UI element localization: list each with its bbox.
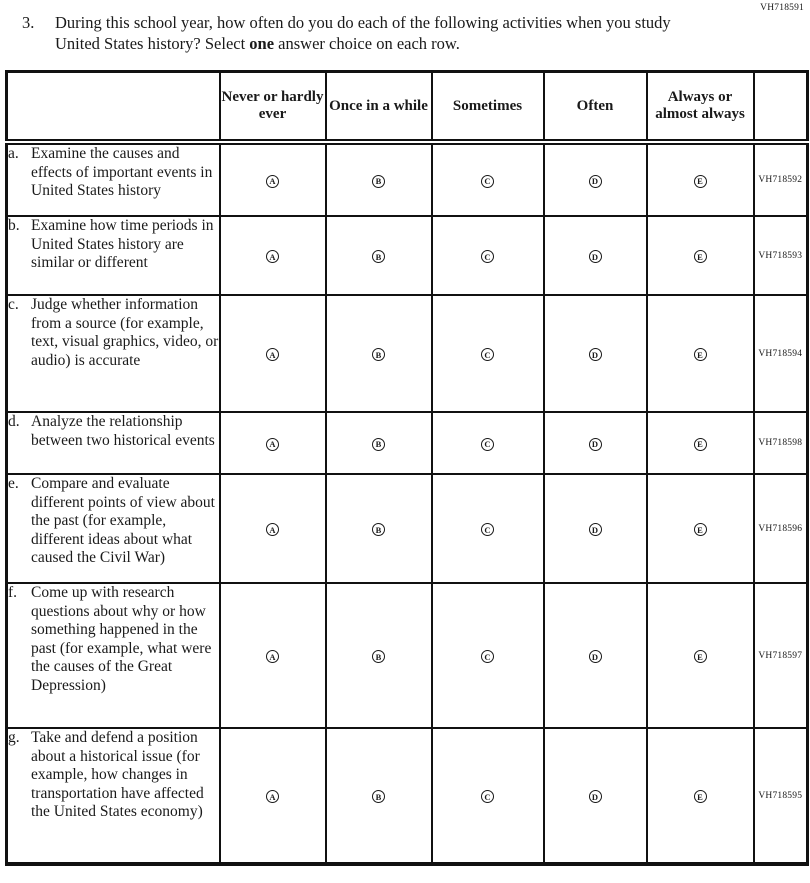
answer-bubble-c[interactable]: C <box>481 650 494 663</box>
option-cell <box>544 474 647 583</box>
answer-bubble-d[interactable]: D <box>589 438 602 451</box>
answer-bubble-b[interactable]: B <box>372 650 385 663</box>
option-cell <box>220 474 326 583</box>
answer-bubble-a[interactable]: A <box>266 523 279 536</box>
option-cell <box>326 216 432 295</box>
answer-bubble-b[interactable]: B <box>372 790 385 803</box>
option-cell <box>220 295 326 412</box>
option-cell <box>432 583 544 728</box>
row-label-cell <box>7 474 220 583</box>
header-row <box>7 72 808 143</box>
table-row <box>7 142 808 216</box>
item-code: VH718592 <box>754 142 808 216</box>
answer-bubble-c[interactable]: C <box>481 523 494 536</box>
column-header-4: Always or almost always <box>647 72 754 143</box>
row-label-cell <box>7 583 220 728</box>
option-cell <box>432 142 544 216</box>
option-cell <box>647 142 754 216</box>
option-cell <box>647 412 754 474</box>
question-text-part2: answer choice on each row. <box>274 34 460 53</box>
table-row <box>7 728 808 864</box>
answer-bubble-b[interactable]: B <box>372 523 385 536</box>
answer-bubble-d[interactable]: D <box>589 175 602 188</box>
row-marker: c. <box>8 296 19 313</box>
table-row <box>7 583 808 728</box>
answer-bubble-e[interactable]: E <box>694 650 707 663</box>
row-label: Judge whether information from a source (for example, text, visual graphics, video, or audio) is accurate <box>31 296 219 369</box>
option-cell <box>432 295 544 412</box>
item-code: VH718597 <box>754 583 808 728</box>
form-code: VH718591 <box>760 3 804 13</box>
table-row <box>7 295 808 412</box>
option-cell <box>326 728 432 864</box>
row-label: Examine the causes and effects of important events in United States history <box>31 145 213 199</box>
answer-bubble-d[interactable]: D <box>589 790 602 803</box>
question-text-bold: one <box>249 34 275 53</box>
column-header-2: Sometimes <box>432 72 544 143</box>
answer-bubble-c[interactable]: C <box>481 250 494 263</box>
option-cell <box>220 728 326 864</box>
answer-bubble-a[interactable]: A <box>266 348 279 361</box>
column-header-0: Never or hardly ever <box>220 72 326 143</box>
answer-bubble-e[interactable]: E <box>694 790 707 803</box>
answer-bubble-b[interactable]: B <box>372 175 385 188</box>
option-cell <box>544 216 647 295</box>
row-marker: b. <box>8 217 20 234</box>
row-label: Compare and evaluate different points of view about the past (for example, different ideas about what caused the Civil War) <box>31 475 215 566</box>
answer-bubble-c[interactable]: C <box>481 348 494 361</box>
row-label-column-header <box>7 72 220 143</box>
answer-bubble-e[interactable]: E <box>694 438 707 451</box>
option-cell <box>544 728 647 864</box>
column-header-1: Once in a while <box>326 72 432 143</box>
table-row <box>7 216 808 295</box>
option-cell <box>544 583 647 728</box>
option-cell <box>220 583 326 728</box>
answer-bubble-a[interactable]: A <box>266 175 279 188</box>
row-label-cell <box>7 216 220 295</box>
question-number: 3. <box>22 13 35 32</box>
answer-bubble-a[interactable]: A <box>266 650 279 663</box>
answer-bubble-e[interactable]: E <box>694 523 707 536</box>
question-text-part1: During this school year, how often do you do each of the following activities when you study United States history? Select <box>55 13 671 53</box>
option-cell <box>220 142 326 216</box>
answer-bubble-b[interactable]: B <box>372 348 385 361</box>
row-label: Examine how time periods in United States history are similar or different <box>31 217 214 271</box>
option-cell <box>432 474 544 583</box>
option-cell <box>647 728 754 864</box>
row-marker: e. <box>8 475 19 492</box>
option-cell <box>326 142 432 216</box>
row-label-cell <box>7 295 220 412</box>
item-code: VH718593 <box>754 216 808 295</box>
answer-bubble-d[interactable]: D <box>589 523 602 536</box>
row-label: Analyze the relationship between two historical events <box>31 413 215 449</box>
row-label: Come up with research questions about why or how something happened in the past (for example, what were the causes of the Great Depression) <box>31 584 212 694</box>
option-cell <box>326 583 432 728</box>
answer-bubble-a[interactable]: A <box>266 250 279 263</box>
item-code: VH718598 <box>754 412 808 474</box>
option-cell <box>220 216 326 295</box>
row-marker: g. <box>8 729 20 746</box>
answer-bubble-c[interactable]: C <box>481 438 494 451</box>
answer-bubble-c[interactable]: C <box>481 175 494 188</box>
option-cell <box>432 728 544 864</box>
row-marker: d. <box>8 413 20 430</box>
item-code: VH718595 <box>754 728 808 864</box>
row-label: Take and defend a position about a historical issue (for example, how changes in transportation have affected the United States economy) <box>31 729 204 820</box>
option-cell <box>647 216 754 295</box>
answer-bubble-d[interactable]: D <box>589 250 602 263</box>
answer-bubble-e[interactable]: E <box>694 175 707 188</box>
option-cell <box>544 412 647 474</box>
row-label-cell <box>7 142 220 216</box>
option-cell <box>647 474 754 583</box>
question-text <box>55 12 700 54</box>
row-marker: f. <box>8 584 18 601</box>
answer-bubble-a[interactable]: A <box>266 438 279 451</box>
answer-bubble-e[interactable]: E <box>694 250 707 263</box>
option-cell <box>432 216 544 295</box>
option-cell <box>647 295 754 412</box>
row-label-cell <box>7 728 220 864</box>
row-marker: a. <box>8 145 19 162</box>
code-column-header <box>754 72 808 143</box>
option-cell <box>544 142 647 216</box>
answer-bubble-a[interactable]: A <box>266 790 279 803</box>
answer-bubble-d[interactable]: D <box>589 650 602 663</box>
response-matrix <box>5 70 809 866</box>
row-label-cell <box>7 412 220 474</box>
option-cell <box>432 412 544 474</box>
option-cell <box>326 474 432 583</box>
option-cell <box>220 412 326 474</box>
option-cell <box>326 295 432 412</box>
answer-bubble-b[interactable]: B <box>372 438 385 451</box>
answer-bubble-b[interactable]: B <box>372 250 385 263</box>
answer-bubble-d[interactable]: D <box>589 348 602 361</box>
table-row <box>7 412 808 474</box>
column-header-3: Often <box>544 72 647 143</box>
item-code: VH718594 <box>754 295 808 412</box>
option-cell <box>647 583 754 728</box>
item-code: VH718596 <box>754 474 808 583</box>
answer-bubble-c[interactable]: C <box>481 790 494 803</box>
option-cell <box>326 412 432 474</box>
answer-bubble-e[interactable]: E <box>694 348 707 361</box>
question-block <box>22 12 700 54</box>
option-cell <box>544 295 647 412</box>
table-row <box>7 474 808 583</box>
